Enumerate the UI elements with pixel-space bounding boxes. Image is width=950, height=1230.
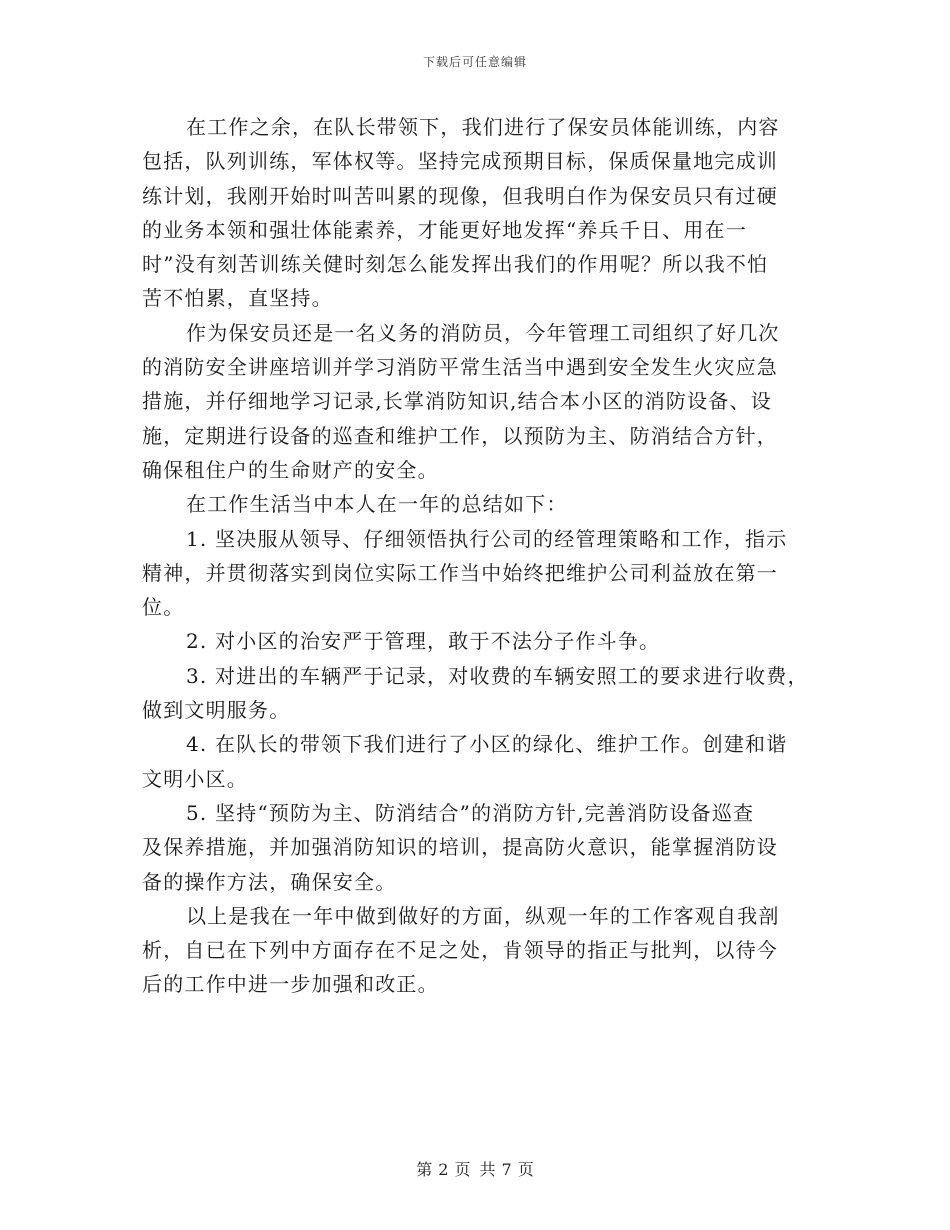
text-line: 苦不怕累，直坚持。 xyxy=(142,286,333,311)
text-line: 2. 对小区的治安严于管理，敢于不法分子作斗争。 xyxy=(186,629,661,654)
text-line: 确保租住户的生命财产的安全。 xyxy=(142,457,439,482)
text-line: 在工作生活当中本人在一年的总结如下： xyxy=(186,492,568,517)
text-line: 及保养措施，并加强消防知识的培训，提高防火意识，能掌握消防设 xyxy=(142,835,778,860)
text-line: 位。 xyxy=(142,595,185,620)
page-number-middle: 页 共 xyxy=(454,1160,496,1179)
text-line: 练计划，我刚开始时叫苦叫累的现像，但我明白作为保安员只有过硬 xyxy=(142,183,778,208)
text-line: 的消防安全讲座培训并学习消防平常生活当中遇到安全发生火灾应急 xyxy=(142,355,778,380)
text-line: 作为保安员还是一名义务的消防员，今年管理工司组织了好几次 xyxy=(186,320,780,345)
text-line: 1. 坚决服从领导、仔细领悟执行公司的经管理策略和工作，指示 xyxy=(186,526,788,551)
text-line: 措施，并仔细地学习记录,长掌消防知识,结合本小区的消防设备、设 xyxy=(142,389,772,414)
text-line: 在工作之余，在队长带领下，我们进行了保安员体能训练，内容 xyxy=(186,115,780,139)
text-line: 后的工作中进一步加强和改正。 xyxy=(142,972,439,997)
text-line: 文明小区。 xyxy=(142,766,248,791)
page-number-current: 2 xyxy=(438,1160,449,1179)
text-line: 4. 在队长的带领下我们进行了小区的绿化、维护工作。创建和谐 xyxy=(186,732,788,757)
page-footer xyxy=(0,1157,950,1180)
text-line: 以上是我在一年中做到做好的方面，纵观一年的工作客观自我剖 xyxy=(186,903,780,928)
page-number-suffix: 页 xyxy=(517,1160,534,1179)
document-body xyxy=(142,110,817,1002)
text-line: 精神，并贯彻落实到岗位实际工作当中始终把维护公司利益放在第一 xyxy=(142,560,778,585)
page-number-prefix: 第 xyxy=(416,1160,433,1179)
header-note: 下载后可任意编辑 xyxy=(422,55,527,69)
text-line: 的业务本领和强壮体能素养，才能更好地发挥“养兵千日、用在一 xyxy=(142,217,748,242)
text-line: 包括，队列训练，军体权等。坚持完成预期目标，保质保量地完成训 xyxy=(142,149,778,174)
text-line: 析，自已在下列中方面存在不足之处，肯领导的指正与批判，以待今 xyxy=(142,938,778,963)
text-line: 5. 坚持“预防为主、防消结合”的消防方针,完善消防设备巡查 xyxy=(186,800,755,825)
text-line: 备的操作方法，确保安全。 xyxy=(142,869,397,894)
text-line: 做到文明服务。 xyxy=(142,698,291,723)
text-line: 3. 对进出的车辆严于记录，对收费的车辆安照工的要求进行收费， xyxy=(186,663,809,688)
text-line: 时”没有刻苦训练关健时刻怎么能发挥出我们的作用呢？所以我不怕 xyxy=(142,252,769,277)
text-line: 施，定期进行设备的巡查和维护工作，以预防为主、防消结合方针， xyxy=(142,423,778,448)
page-number-total: 7 xyxy=(501,1160,512,1179)
